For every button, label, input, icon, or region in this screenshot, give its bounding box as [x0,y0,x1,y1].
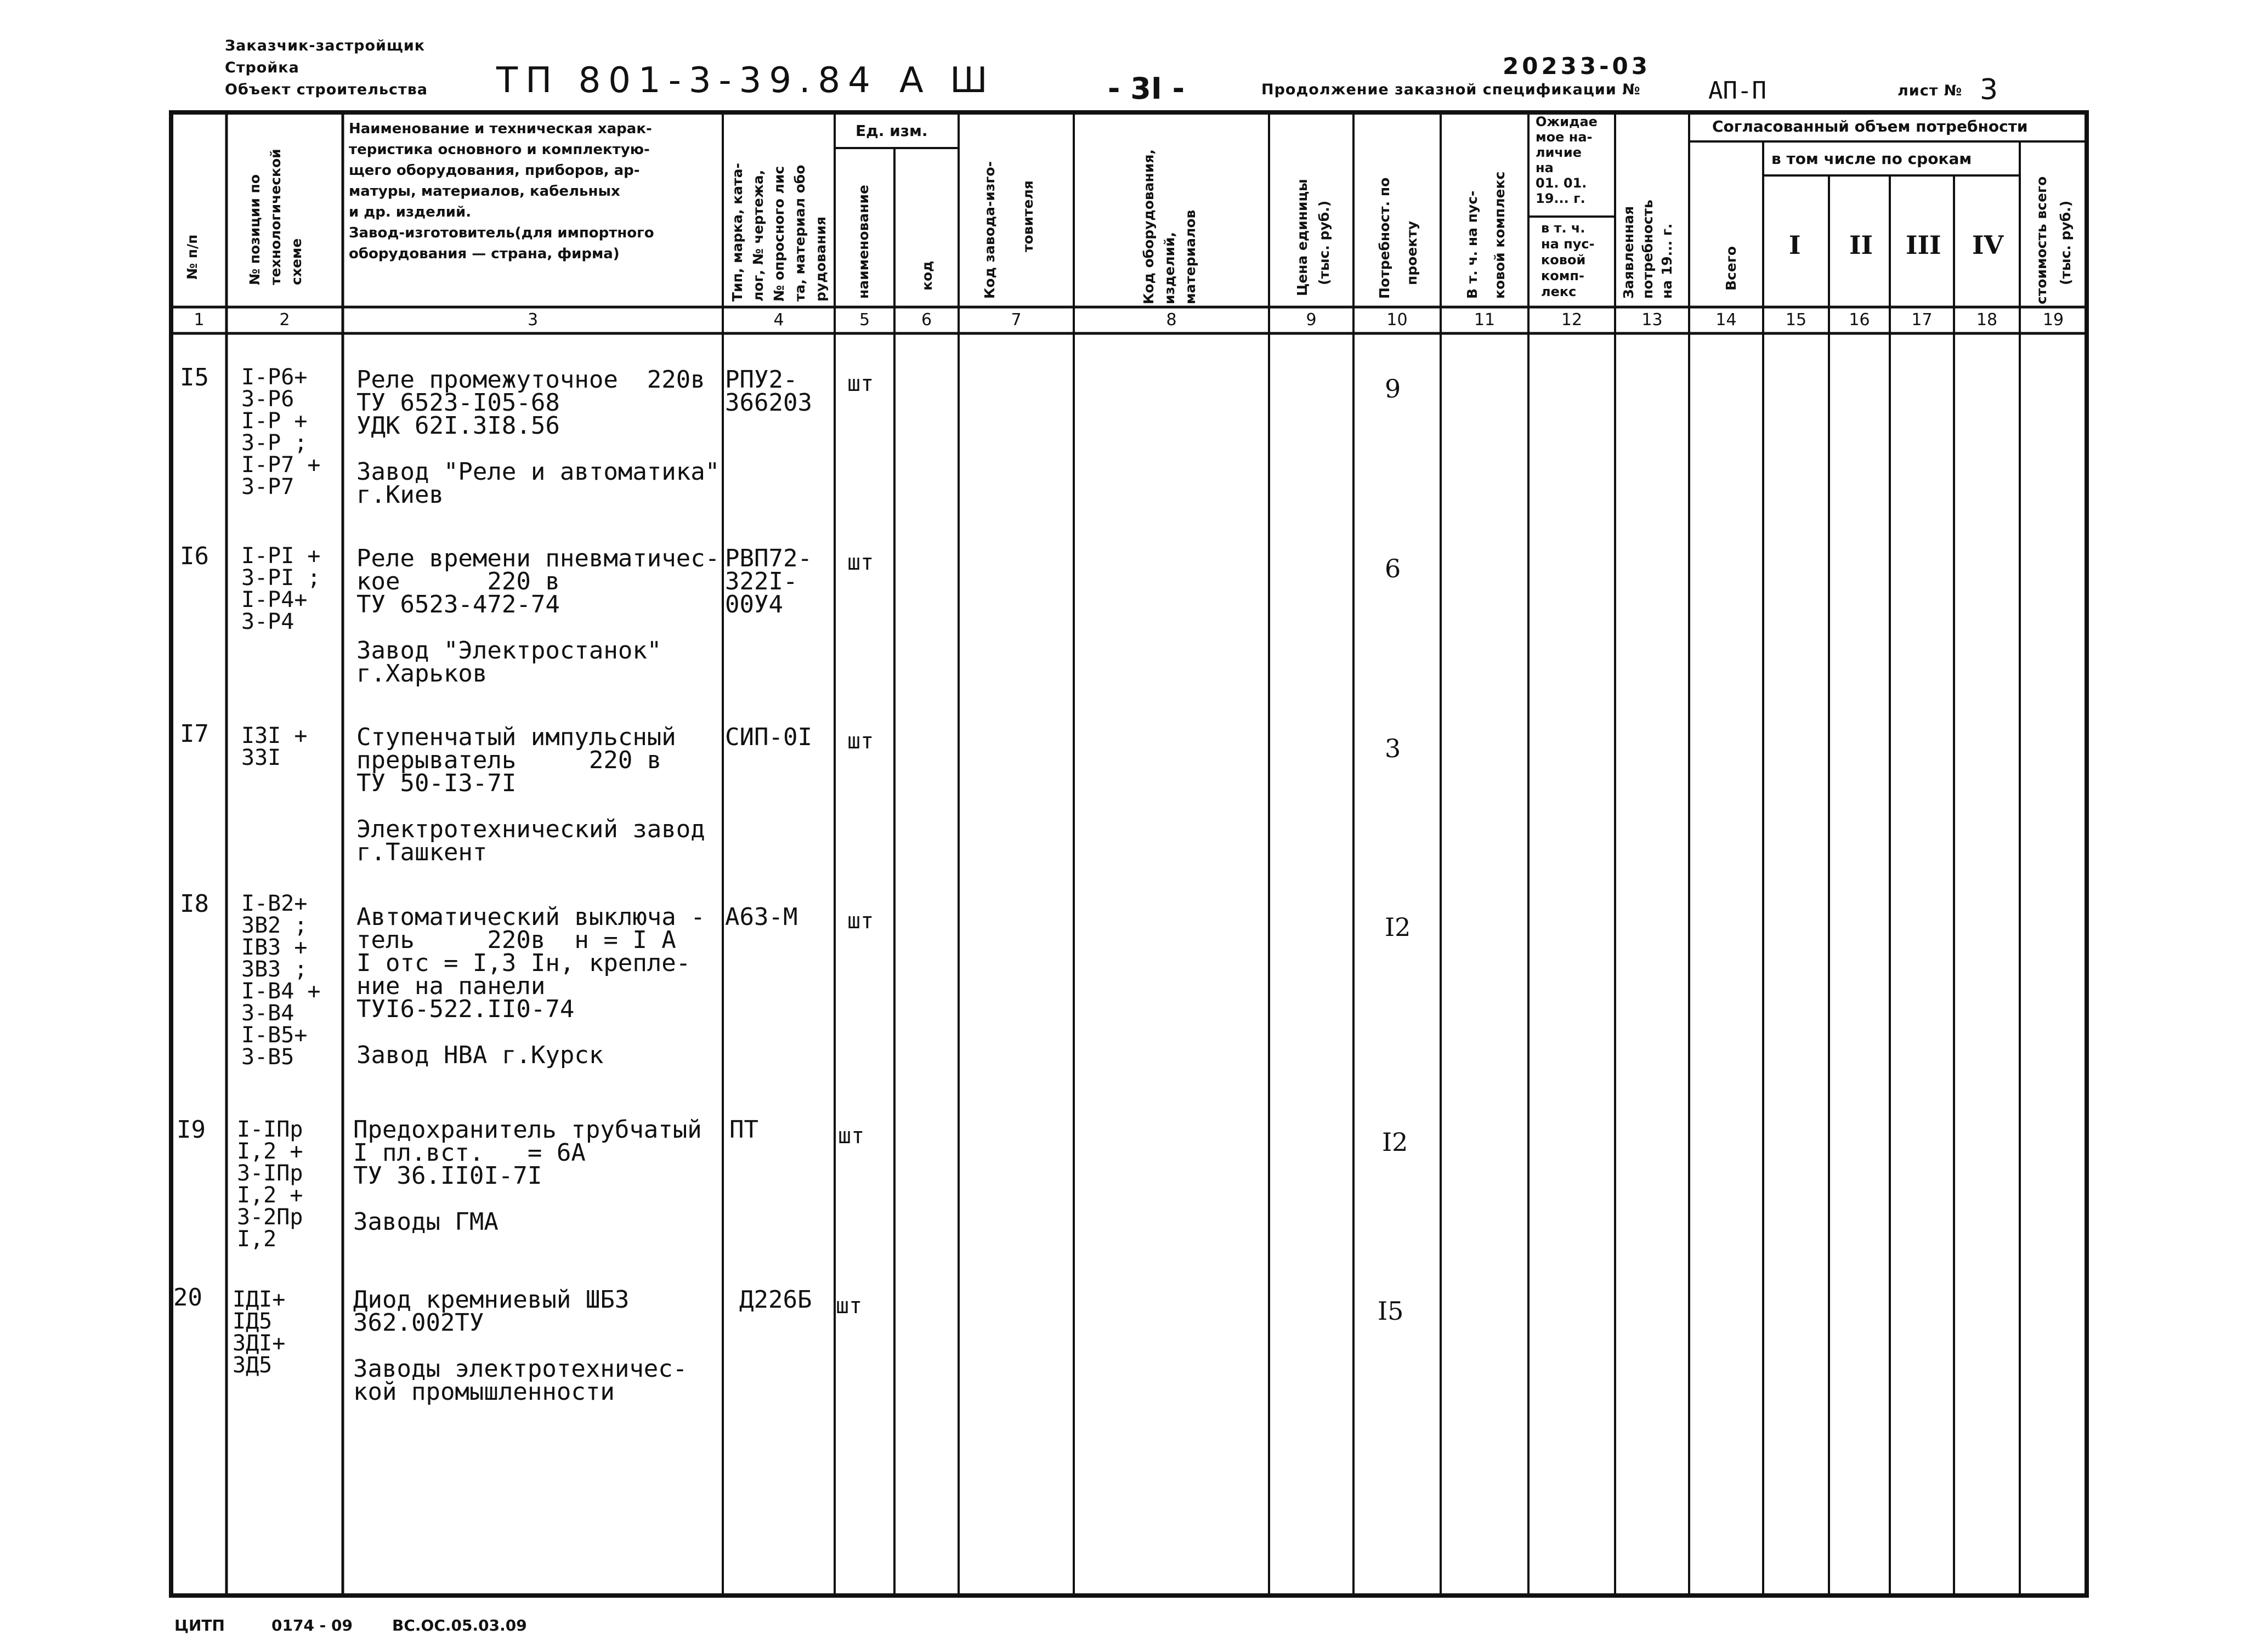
col-header-15: I [1789,230,1801,260]
col-number-6: 6 [921,310,932,330]
col-header-19-line2: (тыс. руб.) [2058,200,2074,285]
item-type: ПТ [729,1116,758,1144]
item-description: Диод кремниевый ШБЗ 362.002ТУ Заводы электротехничес- кой промышленности [353,1286,688,1406]
col-header-2-line2: технологической [268,149,284,285]
col-number-11: 11 [1474,310,1496,330]
col-number-19: 19 [2042,310,2064,330]
col-header-4-line4: та, материал обо [792,164,808,302]
col-header-11-line1: В т. ч. на пус- [1464,190,1480,299]
col-number-16: 16 [1849,310,1870,330]
project-quantity: I2 [1385,912,1411,942]
col-header-8-line1: Код оборудования, [1141,149,1157,304]
col-header-1: № п/п [184,234,200,280]
sheet-label: лист № [1898,82,1963,99]
col-header-13-line1: Заявленная [1621,206,1636,299]
col-header-14: Всего [1723,246,1739,291]
unit-name: шт [847,729,874,754]
position-codes: I-P6+ 3-P6 I-P + 3-P ; I-P7 + 3-P7 [241,365,321,499]
unit-name: шт [847,909,874,934]
item-description: Реле промежуточное 220в ТУ 6523-I05-68 УДК 62I.3I8.56 Завод "Реле и автоматика" г.Киев [356,366,720,509]
col-number-5: 5 [859,310,870,330]
project-quantity: I2 [1382,1127,1408,1157]
col-number-10: 10 [1386,310,1408,330]
item-type: РПУ2- 366203 [725,366,812,417]
col-header-18: IV [1972,230,2004,260]
unit-name: шт [836,1293,863,1319]
col-number-4: 4 [773,310,784,330]
terms-header: в том числе по срокам [1771,150,1972,168]
col-number-9: 9 [1306,310,1317,330]
col-header-17: III [1906,230,1941,260]
footer-code: ВС.ОС.05.03.09 [392,1616,527,1634]
col-number-3: 3 [527,310,539,330]
item-description: Автоматический выключа - тель 220в н = I А I отс = I,3 Iн, крепле- ние на панели ТУI6-522.II0-74 Завод НВА г.Курск [356,903,705,1069]
col-header-7-line1: Код завода-изго- [982,161,998,299]
position-codes: I3I + 33I [241,723,308,770]
col-header-8-line2: изделий, [1162,231,1177,304]
row-number: I8 [180,890,209,918]
col-header-12-top: Ожидае мое на- личие на 01. 01. 19... г. [1536,114,1598,206]
footer-org: ЦИТП [174,1616,225,1634]
row-number: I6 [180,542,209,570]
col-header-4-line2: лог, № чертежа, [750,169,766,302]
object-label: Объект строительства [225,81,428,98]
col-header-16: II [1849,230,1873,260]
col-header-2-line1: № позиции по [247,174,263,285]
position-codes: I-IПр I,2 + 3-IПр I,2 + 3-2Пр I,2 [237,1117,303,1252]
col-number-7: 7 [1011,310,1022,330]
project-quantity: 3 [1385,734,1401,763]
spec-code: АП-П [1708,77,1766,105]
unit-name: шт [847,550,874,575]
col-header-10-line2: проекту [1404,220,1420,285]
col-header-8-line3: материалов [1182,209,1198,304]
col-header-11-line2: ковой комплекс [1492,171,1508,299]
unit-group-header: Ед. изм. [856,122,928,140]
col-number-8: 8 [1166,310,1177,330]
row-number: I5 [180,364,209,391]
unit-name: шт [838,1123,865,1149]
album-code: А Ш [899,60,995,101]
customer-label: Заказчик-застройщик [225,37,426,54]
agreed-volume-header: Согласованный объем потребности [1712,117,2028,135]
col-header-9-line1: Цена единицы [1294,179,1310,296]
col-header-10-line1: Потребност. по [1377,177,1392,299]
project-code: ТП 801-3-39.84 [496,60,878,101]
position-codes: I-B2+ 3B2 ; IB3 + 3B3 ; I-B4 + 3-B4 I-B5+ 3-B5 [241,891,321,1070]
col-number-14: 14 [1715,310,1737,330]
col-header-7-line2: товителя [1020,180,1036,252]
col-number-15: 15 [1785,310,1807,330]
col-number-13: 13 [1641,310,1663,330]
position-codes: I-PI + 3-PI ; I-P4+ 3-P4 [241,543,321,634]
item-type: Д226Б [739,1286,812,1314]
col-number-12: 12 [1561,310,1583,330]
item-type: СИП-0I [725,723,812,751]
item-description: Реле времени пневматичес- кое 220 в ТУ 6523-472-74 Завод "Электростанок" г.Харьков [356,544,720,688]
item-description: Ступенчатый импульсный прерыватель 220 в ТУ 50-I3-7I Электротехнический завод г.Ташкент [356,723,705,866]
row-number: I9 [177,1116,206,1144]
footer-number: 0174 - 09 [271,1616,353,1634]
position-codes: IДI+ IД5 3ДI+ 3Д5 [233,1287,286,1378]
col-header-12-bottom: в т. ч. на пус- ковой комп- лекс [1541,220,1595,299]
col-header-3: Наименование и техническая харак- теристика основного и комплектую- щего оборудования, приборов, ар- матуры, материалов, кабельных и др. изделий. Завод-изготовитель(для импортного оборудования — страна, фирма) [349,121,654,262]
item-type: А63-М [725,903,798,931]
project-quantity: 9 [1385,374,1401,404]
sheet-number: 3 [1980,73,1998,106]
site-label: Стройка [225,59,299,76]
col-number-2: 2 [279,310,290,330]
page-number-center: - 3I - [1108,71,1185,106]
col-number-18: 18 [1976,310,1998,330]
item-description: Предохранитель трубчатый I пл.вст. = 6А ТУ 36.II0I-7I Заводы ГМА [353,1116,702,1236]
col-header-4-line3: № опросного лис [771,166,787,302]
project-quantity: 6 [1385,554,1401,583]
col-header-2-line3: схеме [288,238,304,285]
col-header-13-line2: потребность [1640,200,1656,299]
col-header-4-line1: Тип, марка, ката- [729,163,745,302]
row-number: 20 [173,1284,202,1312]
col-header-6: код [919,260,935,291]
col-header-13-line3: на 19... г. [1659,223,1675,299]
col-number-1: 1 [194,310,205,330]
row-number: I7 [180,720,209,748]
col-header-4-line5: рудования [813,216,829,302]
col-number-17: 17 [1911,310,1933,330]
project-quantity: I5 [1378,1296,1404,1326]
unit-name: шт [847,371,874,396]
col-header-19-line1: стоимость всего [2034,176,2049,304]
col-header-5: наименование [856,185,871,299]
spec-number: 20233-03 [1503,53,1651,80]
continuation-label: Продолжение заказной спецификации № [1261,81,1641,98]
item-type: РВП72- 322I- 00У4 [725,544,812,618]
col-header-9-line2: (тыс. руб.) [1316,200,1332,285]
